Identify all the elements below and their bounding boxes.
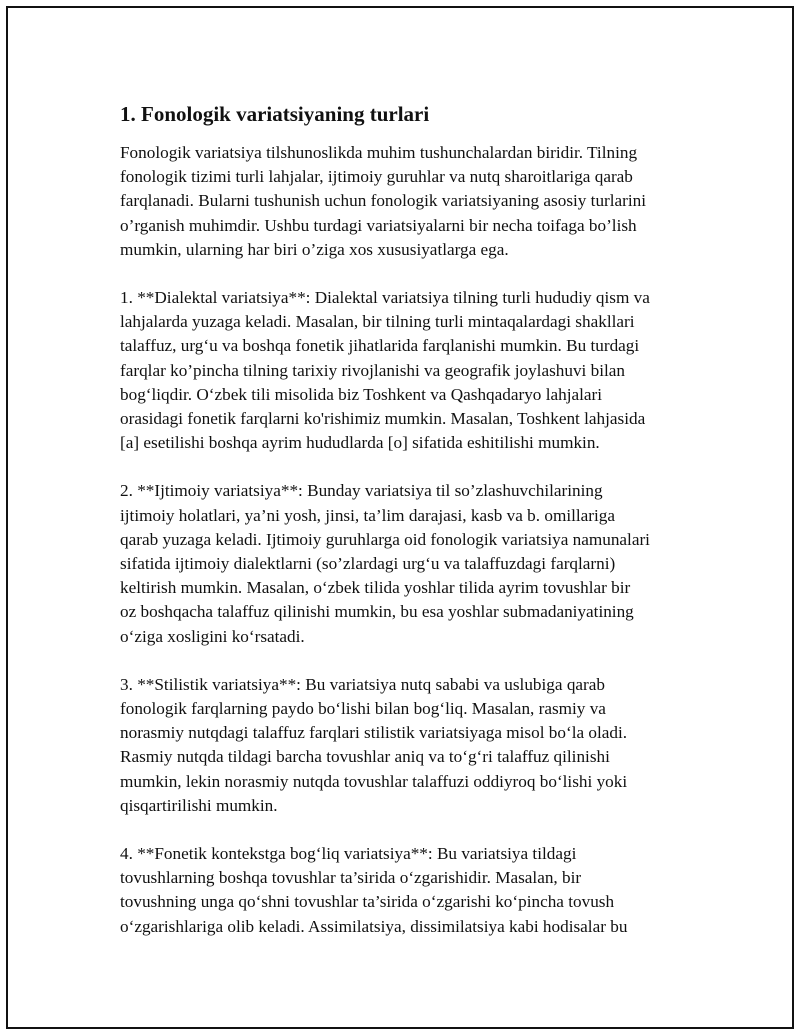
document-content — [120, 101, 700, 963]
intro-paragraph: Fonologik variatsiya tilshunoslikda muhim tushunchalardan biridir. Tilning fonologik tizimi turli lahjalar, ijtimoiy guruhlar va nutq sharoitlariga qarab farqlanadi. Bularni tushunish uchun fonologik variatsiyaning asosiy turlarini o’rganish muhimdir. Ushbu turdagi variatsiyalarni bir necha toifaga bo’lish mumkin, ularning har biri o’ziga xos xususiyatlarga ega. — [120, 143, 647, 259]
phonetic-context-variation-paragraph: 4. **Fonetik kontekstga bog‘liq variatsiya**: Bu variatsiya tildagi tovushlarning boshqa tovushlar ta’sirida o‘zgarishidir. Masalan, bir tovushning unga qo‘shni tovushlar ta’sirida o‘zgarishi ko‘pincha tovush o‘zgarishlariga olib keladi. Assimilatsiya, dissimilatsiya kabi hodisalar bu — [120, 844, 628, 936]
document-page — [6, 6, 794, 1029]
stylistic-variation-paragraph: 3. **Stilistik variatsiya**: Bu variatsiya nutq sababi va uslubiga qarab fonologik farqlarning paydo bo‘lishi bilan bog‘liq. Masalan, rasmiy va norasmiy nutqdagi talaffuz farqlari stilistik variatsiyaga misol bo‘la oladi. Rasmiy nutqda tildagi barcha tovushlar aniq va to‘g‘ri talaffuz qilinishi mumkin, lekin norasmiy nutqda tovushlar talaffuzi oddiyroq bo‘lishi yoki qisqartirilishi mumkin. — [120, 674, 628, 815]
social-variation-paragraph: 2. **Ijtimoiy variatsiya**: Bunday variatsiya til so’zlashuvchilarining ijtimoiy holatlari, ya’ni yosh, jinsi, ta’lim darajasi, kasb va b. omillariga qarab yuzaga keladi. Ijtimoiy guruhlarga oid fonologik variatsiya namunalari sifatida ijtimoiy dialektlarni (so’zlardagi urg‘u va talaffuzdagi farqlarni) keltirish mumkin. Masalan, o‘zbek tilida yoshlar tilida ayrim tovushlar bir oz boshqacha talaffuz qilinishi mumkin, bu esa yoshlar submadaniyatining o‘ziga xosligini ko‘rsatadi. — [120, 481, 650, 646]
dialectal-variation-paragraph: 1. **Dialektal variatsiya**: Dialektal variatsiya tilning turli hududiy qism va lahjalarda yuzaga keladi. Masalan, bir tilning turli mintaqalardagi shakllari talaffuz, urg‘u va boshqa fonetik jihatlarida farqlanishi mumkin. Bu turdagi farqlar ko’pincha tilning tarixiy rivojlanishi va geografik joylashuvi bilan bog‘liqdir. O‘zbek tili misolida biz Toshkent va Qashqadaryo lahjalari orasidagi fonetik farqlarni ko'rishimiz mumkin. Masalan, Toshkent lahjasida [a] esetilishi boshqa ayrim hududlarda [o] sifatida eshitilishi mumkin. — [120, 288, 650, 453]
section-heading: 1. Fonologik variatsiyaning turlari — [120, 102, 430, 126]
